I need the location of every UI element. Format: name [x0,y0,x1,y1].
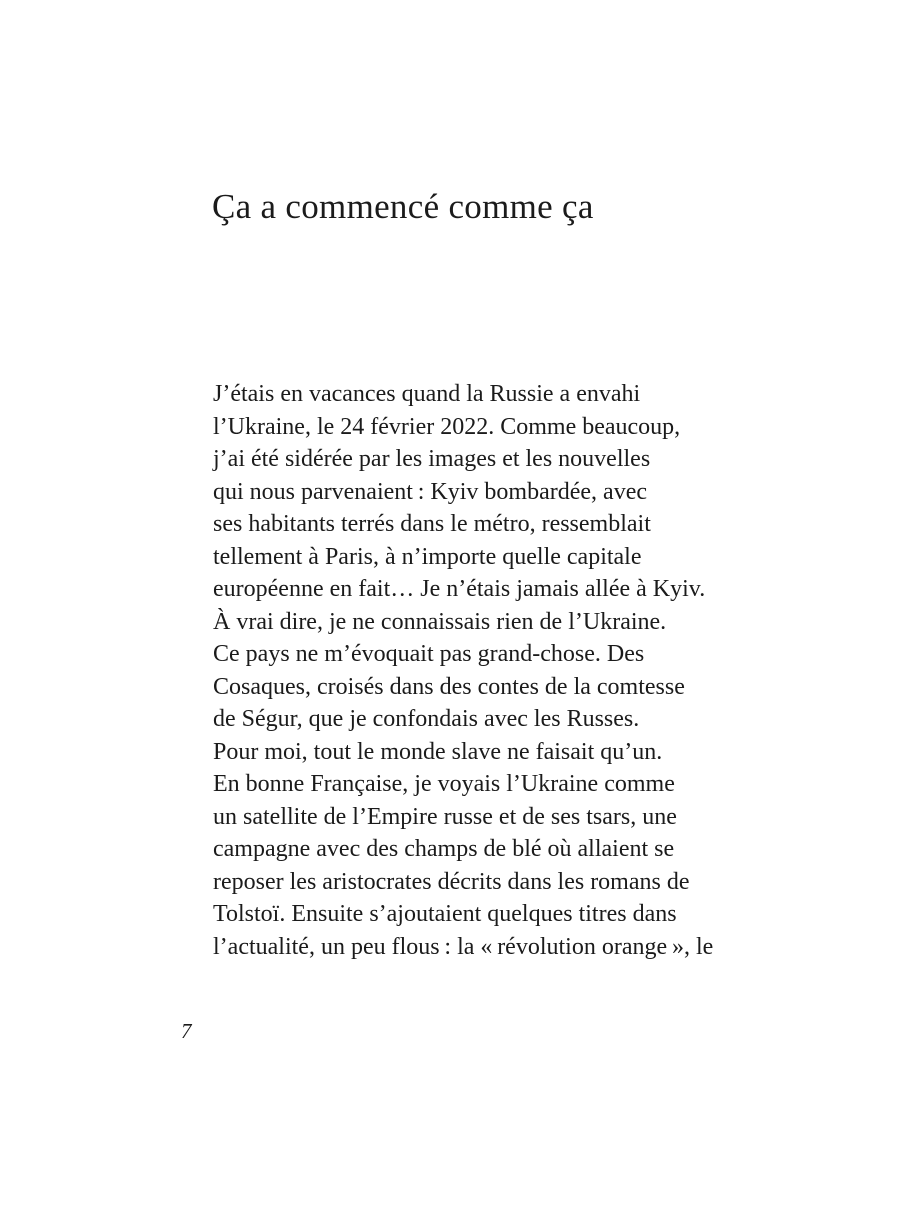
body-line: reposer les aristocrates décrits dans les romans de [213,868,690,895]
body-line: l’Ukraine, le 24 février 2022. Comme beaucoup, [213,413,681,440]
body-line: de Ségur, que je confondais avec les Russes. [213,706,640,732]
page-number: 7 [181,1019,192,1043]
body-line: ses habitants terrés dans le métro, ressemblait [213,511,651,537]
body-line: l’actualité, un peu flous : la « révolution orange », le [213,933,714,960]
body-line: À vrai dire, je ne connaissais rien de l’Ukraine. [213,608,667,635]
body-line: qui nous parvenaient : Kyiv bombardée, avec [213,478,647,505]
chapter-body [213,378,793,963]
body-line: Ce pays ne m’évoquait pas grand-chose. Des [213,641,645,667]
body-line: En bonne Française, je voyais l’Ukraine comme [213,771,675,797]
body-line: tellement à Paris, à n’importe quelle capitale [213,543,642,570]
body-line: Pour moi, tout le monde slave ne faisait qu’un. [213,738,663,765]
body-line: campagne avec des champs de blé où allaient se [213,836,675,862]
body-line: j’ai été sidérée par les images et les nouvelles [213,446,651,472]
chapter-title: Ça a commencé comme ça [212,187,594,226]
body-line: J’étais en vacances quand la Russie a envahi [213,381,641,407]
body-line: un satellite de l’Empire russe et de ses tsars, une [213,803,677,830]
body-line: Cosaques, croisés dans des contes de la comtesse [213,673,685,700]
body-line: européenne en fait… Je n’étais jamais allée à Kyiv. [213,576,706,602]
body-line: Tolstoï. Ensuite s’ajoutaient quelques titres dans [213,901,677,927]
